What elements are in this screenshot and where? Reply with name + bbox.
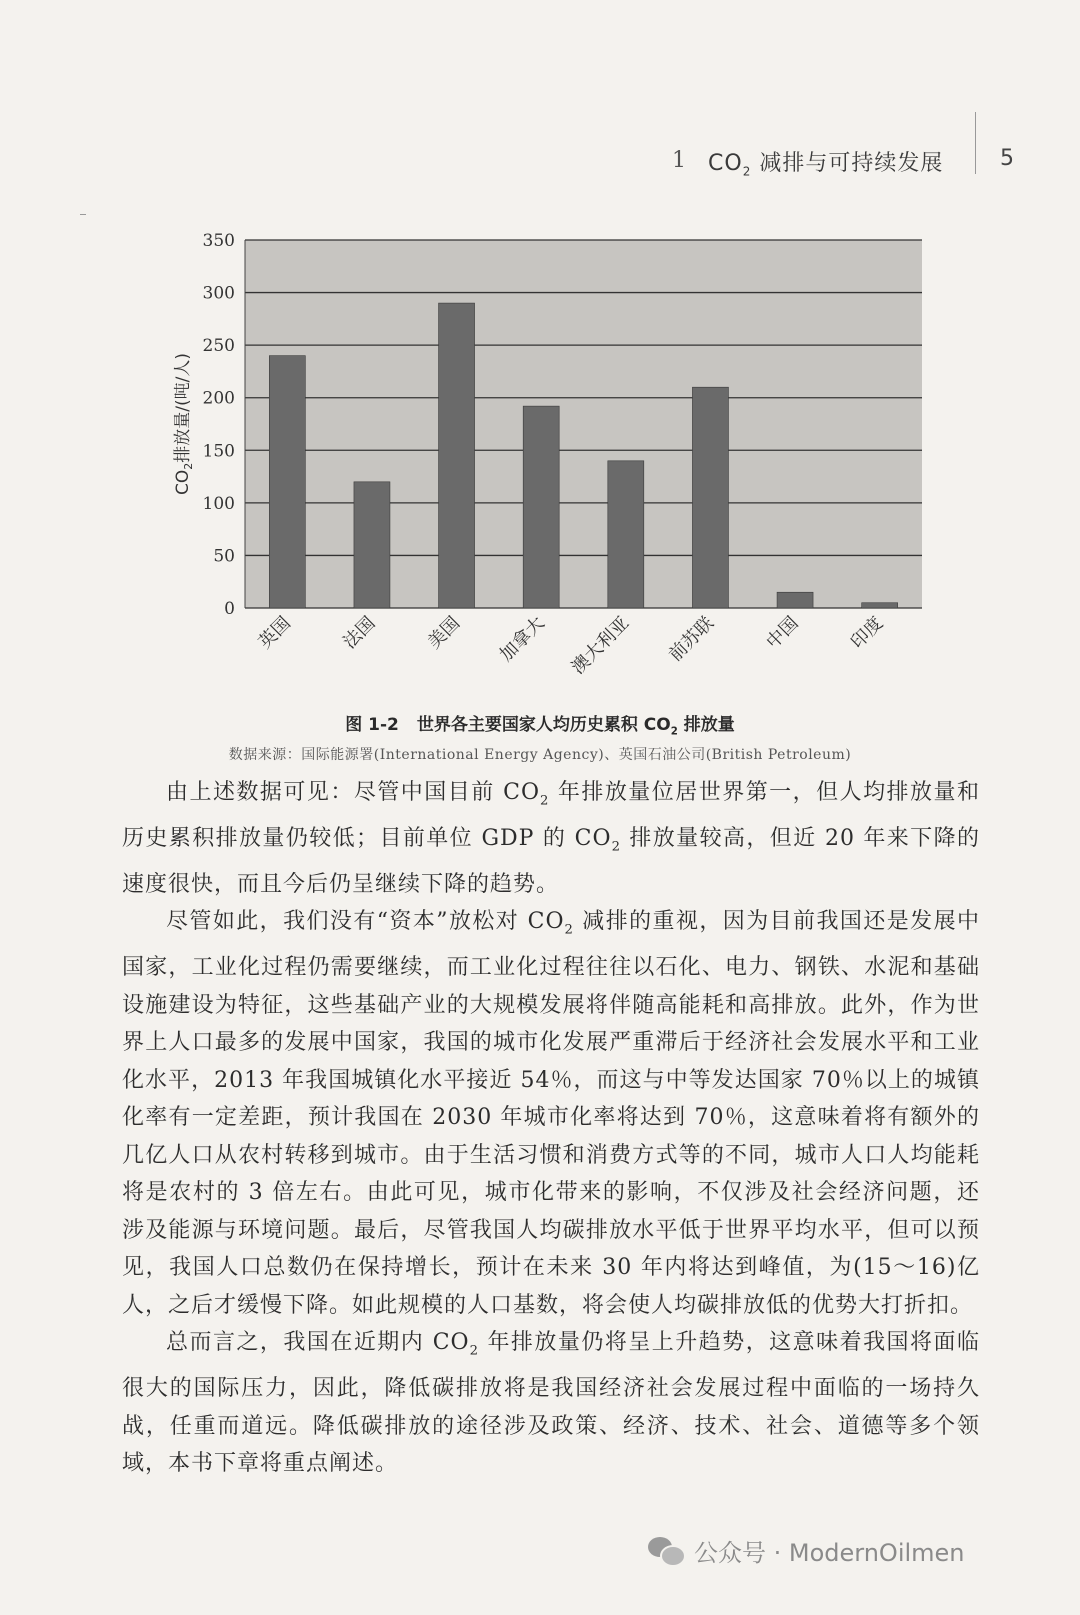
paragraph-3: 总而言之，我国在近期内 $CO_2$ 年排放量仍将呈上升趋势，这意味着我国将面临很大的国际压力，因此，降低碳排放将是我国经济社会发展过程中面临的一场持久战，任重而道远。降低碳排放的途径涉及政策、经济、技术、社会、道德等多个领域，本书下章将重点阐述。 — [122, 1330, 980, 1477]
watermark-text: 公众号 · ModernOilmen — [694, 1538, 965, 1567]
margin-mark — [80, 214, 86, 215]
x-tick-label: 澳大利亚 — [567, 612, 634, 679]
bar — [777, 592, 813, 608]
header-divider — [975, 112, 976, 174]
figure-number: 图 1-2 — [345, 715, 399, 735]
paragraph-2: 尽管如此，我们没有“资本”放松对 $CO_2$ 减排的重视，因为目前我国还是发展中国家，工业化过程仍需要继续，而工业化过程往往以石化、电力、钢铁、水泥和基础设施建设为特征，这些基础产业的大规模发展将伴随高能耗和高排放。此外，作为世界上人口最多的发展中国家，我国的城市化发展严重滞后于经济社会发展水平和工业化水平，2013 年我国城镇化水平接近 54％，而这与中等发达国家 70％以上的城镇化率有一定差距，预计我国在 2030 年城市化率将达到 70％，这意味着将有额外的几亿人口从农村转移到城市。由于生活习惯和消费方式等的不同，城市人口人均能耗将是农村的 3 倍左右。由此可见，城市化带来的影响，不仅涉及社会经济问题，还涉及能源与环境问题。最后，尽管我国人均碳排放水平低于世界平均水平，但可以预见，我国人口总数仍在保持增长，预计在未来 30 年内将达到峰值，为(15～16)亿人，之后才缓慢下降。如此规模的人口基数，将会使人均碳排放低的优势大打折扣。 — [122, 909, 980, 1318]
body-text — [122, 774, 980, 1483]
x-tick-label: 中国 — [762, 612, 803, 653]
x-tick-label: 印度 — [846, 612, 888, 653]
bar-chart — [160, 220, 940, 700]
y-axis-label: $CO_2$排放量/(吨/人) — [173, 353, 195, 495]
figure-source: 数据来源：国际能源署(International Energy Agency)、英国石油公司(British Petroleum) — [228, 747, 852, 763]
y-tick-label: 150 — [202, 441, 235, 462]
chart-svg — [160, 220, 940, 700]
x-tick-label: 前苏联 — [664, 612, 718, 666]
figure-caption: 图 1-2 世界各主要国家人均历史累积 $CO_2$ 排放量 — [345, 715, 735, 738]
chapter-number: 1 — [672, 148, 686, 173]
y-tick-label: 350 — [202, 231, 235, 251]
paragraph-1: 由上述数据可见：尽管中国目前 $CO_2$ 年排放量位居世界第一，但人均排放量和历史累积排放量仍较低；目前单位 GDP 的 $CO_2$ 排放量较高，但近 20 年来下降的速度很快，而且今后仍呈继续下降的趋势。 — [122, 780, 980, 897]
chapter-title: $CO_2$ 减排与可持续发展 — [708, 151, 944, 179]
x-tick-label: 英国 — [254, 612, 295, 653]
bar — [269, 356, 305, 608]
bar — [862, 603, 898, 608]
bar — [354, 482, 390, 608]
page-header — [0, 142, 1080, 182]
x-tick-label: 加拿大 — [495, 612, 549, 666]
page-number: 5 — [1000, 146, 1014, 171]
y-tick-label: 300 — [202, 283, 235, 304]
wechat-icon — [648, 1535, 684, 1565]
bar — [439, 303, 475, 608]
y-tick-label: 0 — [224, 599, 235, 619]
bar — [608, 461, 644, 608]
y-tick-label: 250 — [202, 336, 235, 357]
x-tick-label: 法国 — [339, 612, 380, 653]
bar — [523, 406, 559, 608]
watermark — [648, 1532, 965, 1568]
x-tick-label: 美国 — [423, 612, 465, 653]
plot-area — [245, 240, 922, 608]
y-tick-label: 50 — [213, 546, 235, 567]
y-tick-label: 100 — [202, 493, 235, 514]
bar — [692, 387, 728, 608]
y-tick-label: 200 — [202, 388, 235, 409]
